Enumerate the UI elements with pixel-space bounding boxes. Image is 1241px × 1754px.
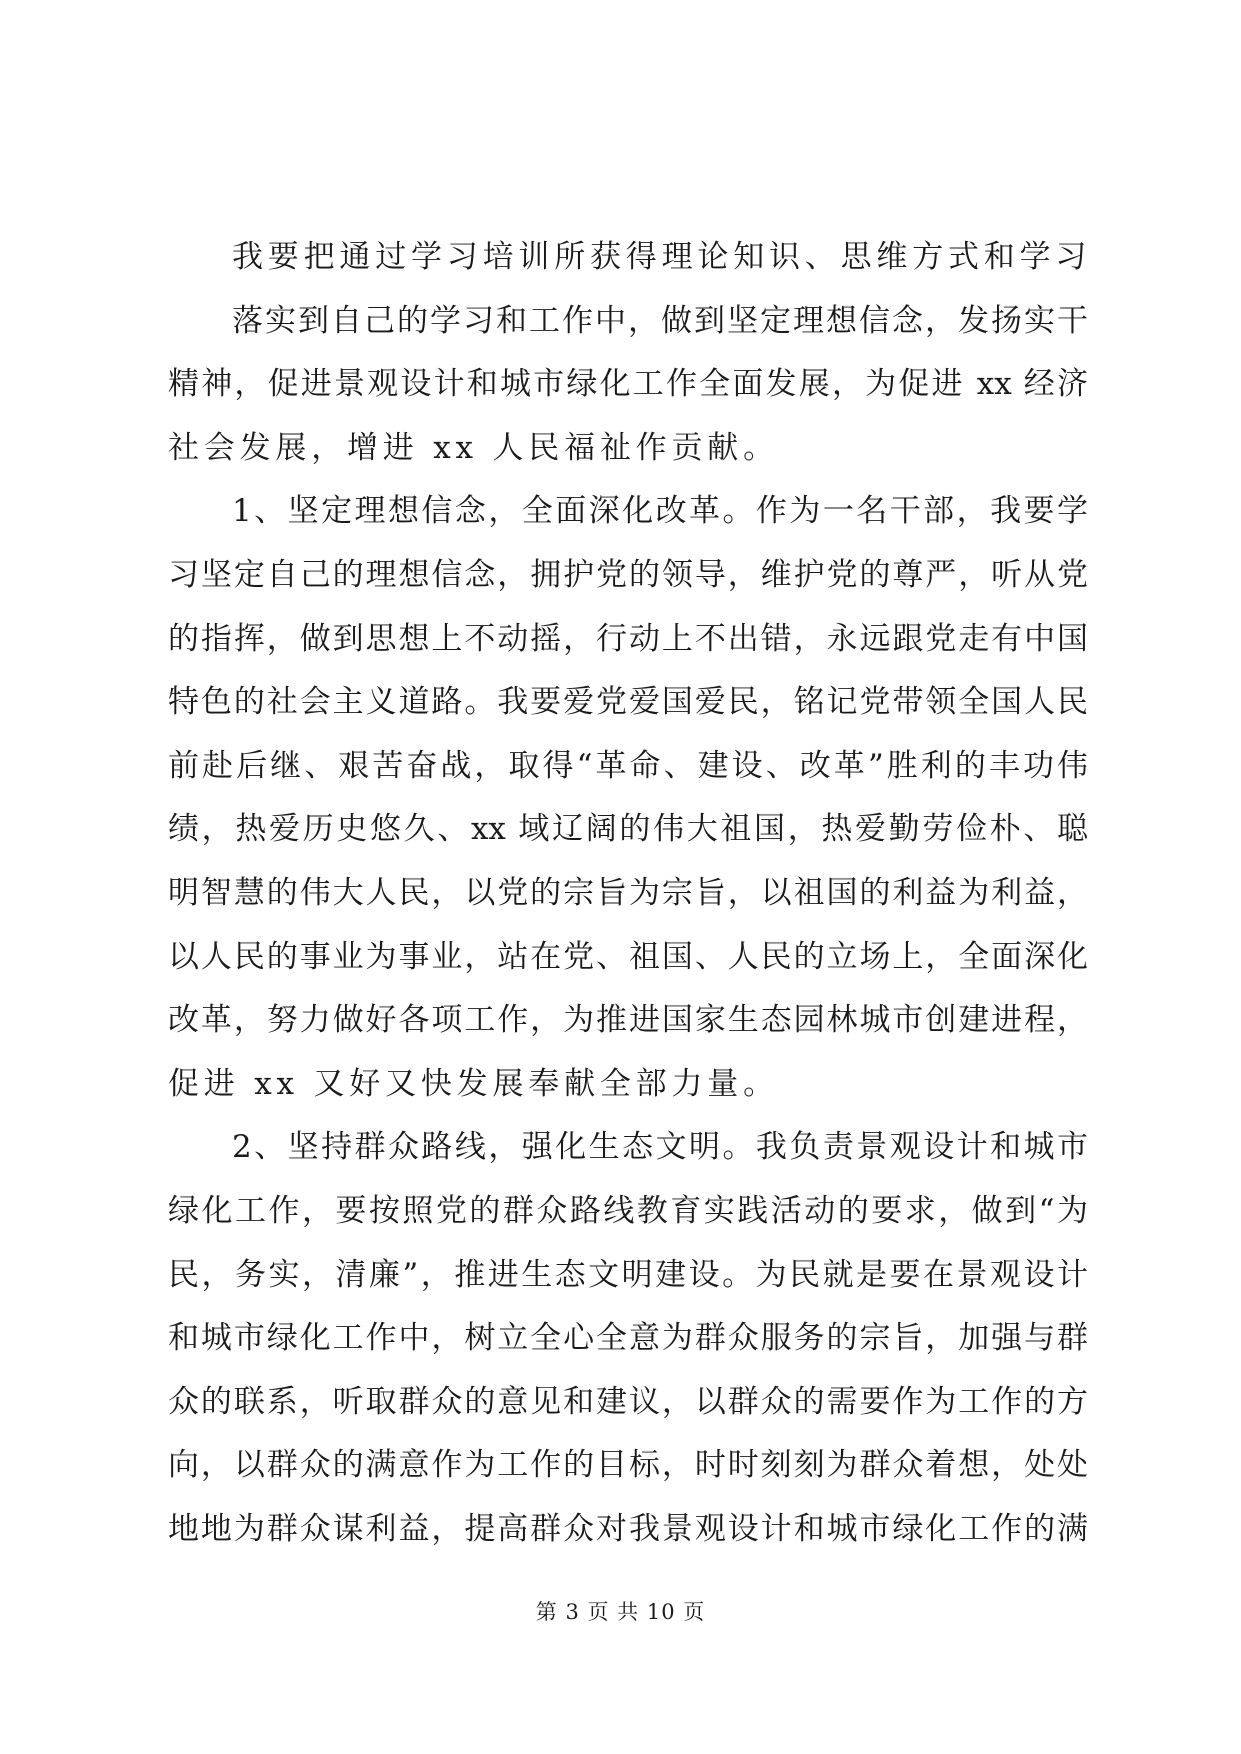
text-line: 绿化工作，要按照党的群众路线教育实践活动的要求，做到“为 bbox=[168, 1192, 1088, 1229]
text-line: 社会发展，增进 xx 人民福祉作贡献。 bbox=[168, 429, 779, 466]
text-line: 落实到自己的学习和工作中，做到坚定理想信念，发扬实干 bbox=[232, 302, 1088, 339]
text-line: 绩，热爱历史悠久、xx 域辽阔的伟大祖国，热爱勤劳俭朴、聪 bbox=[168, 811, 1088, 848]
page-number-footer: 第 3 页 共 10 页 bbox=[535, 1600, 706, 1624]
text-line: 改革，努力做好各项工作，为推进国家生态园林城市创建进程， bbox=[168, 1002, 1088, 1039]
text-line: 精神，促进景观设计和城市绿化工作全面发展，为促进 xx 经济 bbox=[168, 366, 1088, 403]
text-line: 以人民的事业为事业，站在党、祖国、人民的立场上，全面深化 bbox=[168, 938, 1088, 975]
text-line: 众的联系，听取群众的意见和建议，以群众的需要作为工作的方 bbox=[168, 1383, 1088, 1420]
text-line: 向，以群众的满意作为工作的目标，时时刻刻为群众着想，处处 bbox=[168, 1447, 1088, 1484]
text-line: 前赴后继、艰苦奋战，取得“革命、建设、改革”胜利的丰功伟 bbox=[168, 747, 1088, 784]
text-line: 的指挥，做到思想上不动摇，行动上不出错，永远跟党走有中国 bbox=[168, 620, 1088, 657]
text-line: 2、坚持群众路线，强化生态文明。我负责景观设计和城市 bbox=[232, 1129, 1088, 1166]
text-line: 民，务实，清廉”，推进生态文明建设。为民就是要在景观设计 bbox=[168, 1256, 1088, 1293]
text-line: 明智慧的伟大人民，以党的宗旨为宗旨，以祖国的利益为利益， bbox=[168, 874, 1088, 911]
text-line: 特色的社会主义道路。我要爱党爱国爱民，铭记党带领全国人民 bbox=[168, 684, 1088, 721]
text-line: 我要把通过学习培训所获得理论知识、思维方式和学习 bbox=[232, 239, 1092, 275]
text-line: 地地为群众谋利益，提高群众对我景观设计和城市绿化工作的满 bbox=[168, 1510, 1088, 1547]
text-line: 习坚定自己的理想信念，拥护党的领导，维护党的尊严，听从党 bbox=[168, 556, 1088, 593]
text-line: 和城市绿化工作中，树立全心全意为群众服务的宗旨，加强与群 bbox=[168, 1320, 1088, 1357]
text-line: 促进 xx 又好又快发展奉献全部力量。 bbox=[168, 1065, 779, 1102]
text-line: 1、坚定理想信念，全面深化改革。作为一名干部，我要学 bbox=[232, 493, 1088, 530]
document-body bbox=[168, 226, 1092, 1561]
